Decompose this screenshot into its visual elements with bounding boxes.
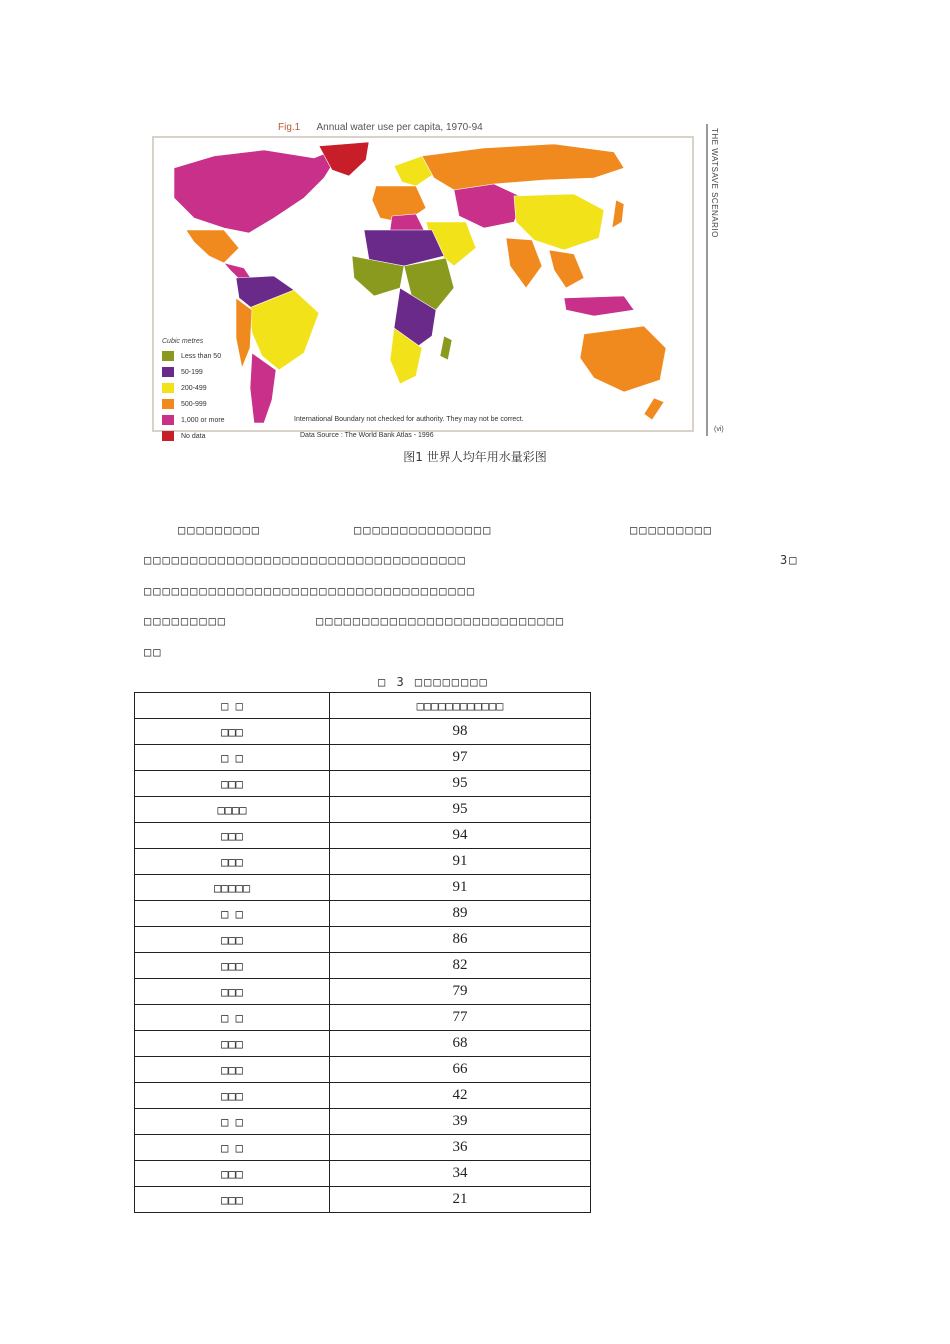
table-row — [135, 719, 591, 745]
table-cell-value: 95 — [330, 771, 591, 797]
paragraph-line: □□□□□□□□□□□□□□□□□□□□□□□□□□□ — [316, 614, 566, 628]
table-row — [135, 849, 591, 875]
table-cell-value: 34 — [330, 1161, 591, 1187]
table-cell-country: □ □ — [135, 1005, 330, 1031]
table-row — [135, 1187, 591, 1213]
map-legend — [162, 338, 225, 444]
legend-label: No data — [181, 432, 206, 440]
side-running-title: THE WATSAVE SCENARIO — [710, 128, 719, 238]
table-cell-value: 42 — [330, 1083, 591, 1109]
table-cell-country: □ □ — [135, 901, 330, 927]
figure-title-text: Annual water use per capita, 1970-94 — [316, 122, 483, 133]
table-row — [135, 875, 591, 901]
legend-item — [162, 412, 225, 428]
table-cell-country: □ □ — [135, 1135, 330, 1161]
table-cell-country: □□□ — [135, 1161, 330, 1187]
legend-label: 1,000 or more — [181, 416, 225, 424]
map-boundary-note: International Boundary not checked for authority. They may not be correct. — [294, 416, 524, 423]
figure-title — [278, 122, 483, 133]
paragraph-line: □□□□□□□□□ — [144, 614, 228, 628]
legend-swatch — [162, 351, 174, 361]
table-row — [135, 953, 591, 979]
side-page-number: (vi) — [714, 426, 724, 433]
table-cell-country: □□□ — [135, 953, 330, 979]
paragraph-line: □□□□□□□□□□□□□□□□□□□□□□□□□□□□□□□□□□□ — [144, 553, 467, 567]
legend-label: Less than 50 — [181, 352, 222, 360]
legend-swatch — [162, 431, 174, 441]
table-cell-value: 66 — [330, 1057, 591, 1083]
table-cell-value: 79 — [330, 979, 591, 1005]
table-row — [135, 1109, 591, 1135]
figure-caption: 图1 世界人均年用水量彩图 — [403, 450, 547, 464]
table-caption: □ 3 □□□□□□□□ — [378, 675, 489, 689]
table-cell-value: 94 — [330, 823, 591, 849]
table-cell-value: 91 — [330, 875, 591, 901]
table-row — [135, 797, 591, 823]
table-cell-value: 77 — [330, 1005, 591, 1031]
table-row — [135, 927, 591, 953]
legend-swatch — [162, 367, 174, 377]
legend-item — [162, 364, 225, 380]
figure-number: Fig.1 — [278, 122, 301, 133]
map-data-source: Data Source : The World Bank Atlas - 1996 — [300, 432, 434, 439]
table-cell-value: 97 — [330, 745, 591, 771]
table-header-country: □ □ — [135, 693, 330, 719]
paragraph-line: □□□□□□□□□□□□□□□□□□□□□□□□□□□□□□□□□□□□ — [144, 584, 477, 598]
table-cell-value: 86 — [330, 927, 591, 953]
table-cell-value: 98 — [330, 719, 591, 745]
table-cell-country: □□□ — [135, 849, 330, 875]
legend-title: Cubic metres — [162, 338, 204, 345]
legend-label: 500-999 — [181, 400, 207, 408]
table-row — [135, 901, 591, 927]
table-row — [135, 1005, 591, 1031]
legend-item — [162, 428, 225, 444]
table-cell-country: □□□ — [135, 979, 330, 1005]
table-cell-value: 95 — [330, 797, 591, 823]
table-cell-value: 36 — [330, 1135, 591, 1161]
table-cell-country: □□□ — [135, 823, 330, 849]
table-cell-value: 91 — [330, 849, 591, 875]
paragraph-line: □□□□□□□□□ — [630, 523, 714, 537]
table-cell-country: □□□ — [135, 719, 330, 745]
table-row — [135, 771, 591, 797]
table-cell-country: □□□ — [135, 771, 330, 797]
table-header-value: □□□□□□□□□□□□ — [330, 693, 591, 719]
table-cell-value: 82 — [330, 953, 591, 979]
legend-label: 200-499 — [181, 384, 207, 392]
legend-item — [162, 396, 225, 412]
table-row — [135, 1135, 591, 1161]
legend-swatch — [162, 399, 174, 409]
table-cell-country: □□□ — [135, 927, 330, 953]
legend-item — [162, 380, 225, 396]
table-cell-value: 21 — [330, 1187, 591, 1213]
legend-swatch — [162, 383, 174, 393]
table-cell-country: □□□ — [135, 1031, 330, 1057]
table-cell-country: □□□□ — [135, 797, 330, 823]
side-rule — [706, 124, 708, 436]
legend-swatch — [162, 415, 174, 425]
table-cell-value: 68 — [330, 1031, 591, 1057]
legend-item — [162, 348, 225, 364]
table-header-row — [135, 693, 591, 719]
table-row — [135, 1083, 591, 1109]
table-cell-value: 89 — [330, 901, 591, 927]
table-cell-value: 39 — [330, 1109, 591, 1135]
table-cell-country: □□□ — [135, 1083, 330, 1109]
paragraph-line: □□□□□□□□□ — [178, 523, 262, 537]
paragraph-line: 3□ — [780, 553, 799, 567]
table-cell-country: □□□ — [135, 1187, 330, 1213]
table-cell-country: □ □ — [135, 1109, 330, 1135]
table-cell-country: □□□ — [135, 1057, 330, 1083]
paragraph-line: □□ — [144, 645, 163, 659]
world-map-graphic — [154, 138, 692, 430]
data-table — [134, 692, 591, 1213]
world-water-map-figure — [148, 120, 728, 445]
table-row — [135, 1031, 591, 1057]
table-cell-country: □□□□□ — [135, 875, 330, 901]
table-row — [135, 979, 591, 1005]
legend-label: 50-199 — [181, 368, 203, 376]
table-row — [135, 1057, 591, 1083]
table-row — [135, 823, 591, 849]
table-cell-country: □ □ — [135, 745, 330, 771]
paragraph-line: □□□□□□□□□□□□□□□ — [354, 523, 493, 537]
table-row — [135, 1161, 591, 1187]
table-row — [135, 745, 591, 771]
